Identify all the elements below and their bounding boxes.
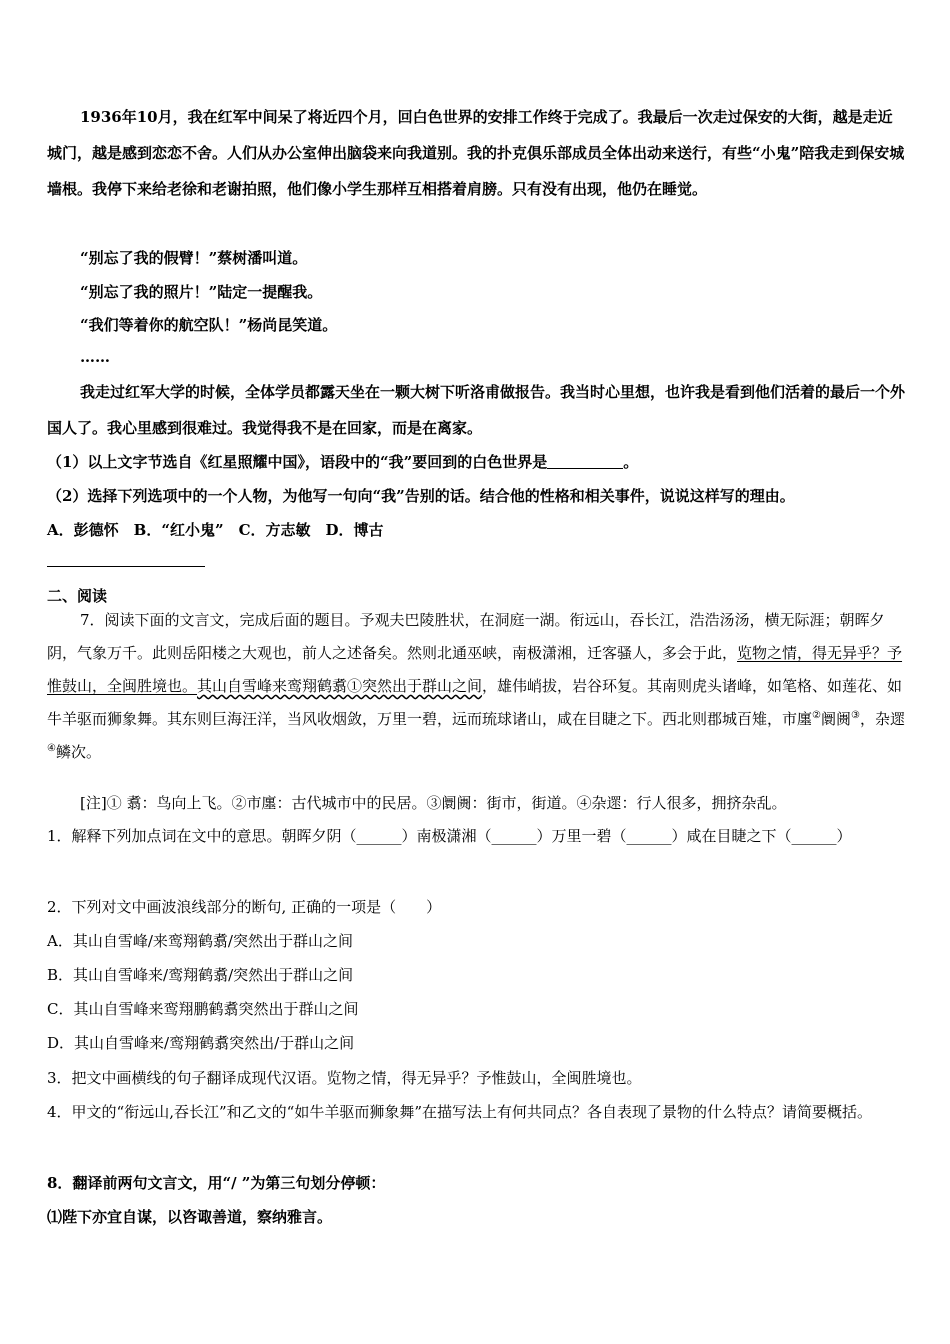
q7-intro: 7．阅读下面的文言文，完成后面的题目。	[80, 611, 360, 629]
question-7-1: 1．解释下列加点词在文中的意思。朝晖夕阴（______）南极潇湘（______）万里一碧（______）咸在目睫之下（______）	[47, 827, 852, 845]
question-8-text: 翻译前两句文言文，用“/ ”为第三句划分停顿：	[72, 1174, 386, 1192]
passage-paragraph-1: 1936年10月，我在红军中间呆了将近四个月，回白色世界的安排工作终于完成了。我最后一次走过保安的大街，越是走近城门，越是感到恋恋不舍。人们从办公室伸出脑袋来向我道别。我的扑克俱乐部成员全体出动来送行，有些“小鬼”陪我走到保安城墙根。我停下来给老徐和老谢拍照，他们像小学生那样互相搭着肩膀。只有没有出现，他仍在睡觉。	[47, 108, 905, 198]
question-8	[47, 1166, 907, 1200]
question-8-label: 8．	[47, 1174, 73, 1192]
question-1	[47, 444, 907, 480]
passage-dialogue-3: “我们等着你的航空队！”杨尚昆笑道。	[80, 316, 338, 334]
passage-ellipsis: ……	[80, 348, 110, 366]
wenyan-text-c: ，雄伟峭拔，岩谷环复。其南则虎头诸峰，如笔格、如莲花、如牛羊驱而狮象舞。其东则巨海汪洋，当风收烟敛，万里一碧，远而琉球诸山，咸在目睫之下。西北则郡城百雉，市廛	[47, 677, 903, 728]
question-7-3: 3．把文中画横线的句子翻译成现代汉语。览物之情，得无异乎？予惟鼓山，全闽胜境也。	[47, 1069, 642, 1087]
option-b[interactable]: B．其山自雪峰来/鸾翔鹤翥/突然出于群山之间	[47, 966, 354, 984]
wenyan-passage	[47, 604, 907, 769]
question-1-text: （1）以上文字节选自《红星照耀中国》，语段中的“我”要回到的白色世界是	[47, 453, 548, 471]
wenyan-wavy-sentence: 其山自雪峰来鸾翔鹤翥①突然出于群山之间	[197, 677, 483, 695]
passage-dialogue-2: “别忘了我的照片！”陆定一提醒我。	[80, 283, 323, 301]
options-line: A．彭德怀 B．“红小鬼” C．方志敏 D．博古	[47, 521, 384, 539]
wenyan-text-f: 鳞次。	[55, 743, 101, 761]
question-8-sentence	[47, 1200, 907, 1234]
option-d[interactable]: D．其山自雪峰来/鸾翔鹤翥突然出/于群山之间	[47, 1034, 355, 1052]
wenyan-text-a: 予观夫巴陵胜状，在洞庭一湖。衔远山，吞长江，浩浩汤汤，横无际涯；朝晖夕阴，气象万千。此则岳阳楼之大观也，前人之述备矣。然则北通巫峡，南极潇湘，迁客骚人，多会于此，	[47, 611, 885, 662]
note-marker-2: ②	[812, 710, 821, 721]
option-c[interactable]: C．其山自雪峰来鸾翔鹏鹤翥突然出于群山之间	[47, 1000, 359, 1018]
passage-dialogue-1: “别忘了我的假臂！”蔡树潘叫道。	[80, 249, 308, 267]
section-heading: 二、阅读	[47, 587, 108, 605]
note-marker-3: ③	[851, 710, 860, 721]
wenyan-text-e: ，杂遝	[859, 710, 905, 728]
question-7-4: 4．甲文的“衔远山,吞长江”和乙文的“如牛羊驱而狮象舞”在描写法上有何共同点？各自表现了景物的什么特点？请简要概括。	[47, 1103, 872, 1121]
passage-paragraph-2: 我走过红军大学的时候，全体学员都露天坐在一颗大树下听洛甫做报告。我当时心里想，也许我是看到他们活着的最后一个外国人了。我心里感到很难过。我觉得我不是在回家，而是在离家。	[47, 383, 906, 437]
answer-blank[interactable]	[547, 453, 623, 469]
section-divider	[47, 566, 205, 567]
option-a[interactable]: A．其山自雪峰/来鸾翔鹤翥/突然出于群山之间	[47, 932, 353, 950]
question-1-end: 。	[623, 453, 639, 471]
annotation-notes: [注]① 翥：鸟向上飞。②市廛：古代城市中的民居。③阛阓：街市，街道。④杂遝：行人很多，拥挤杂乱。	[80, 794, 787, 812]
question-7-2: 2．下列对文中画波浪线部分的断句, 正确的一项是（ ）	[47, 898, 442, 916]
question-8-sentence-text: 陛下亦宜自谋，以咨诹善道，察纳雅言。	[62, 1208, 333, 1226]
note-marker-4: ④	[47, 743, 56, 754]
wenyan-underlined-sentence: 览物之情，得无异乎？予惟鼓山，全闽胜境也。	[47, 644, 903, 695]
wenyan-text-d: 阛阓	[820, 710, 851, 728]
item-marker: ⑴	[47, 1208, 63, 1226]
question-2: （2）选择下列选项中的一个人物，为他写一句向“我”告别的话。结合他的性格和相关事件，说说这样写的理由。	[47, 487, 795, 505]
